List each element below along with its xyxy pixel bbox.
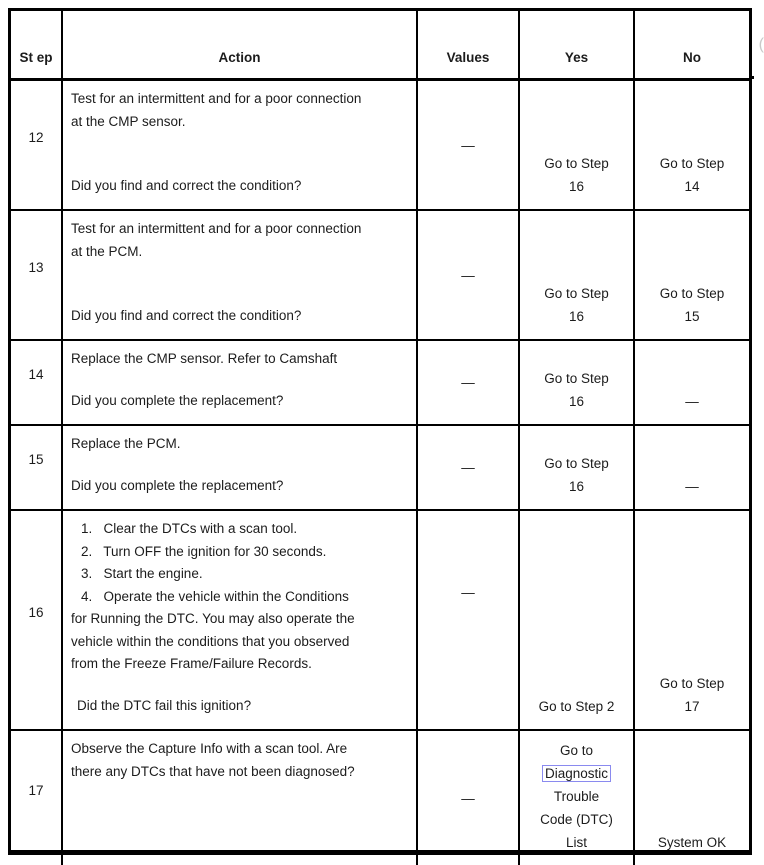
column-header-yes-label: Yes [564,50,589,65]
step-number-cell [11,341,63,424]
no-cell [635,341,749,424]
yes-cell [520,341,635,424]
values-cell [418,511,520,729]
action-line: there any DTCs that have not been diagnosed? [71,763,355,779]
action-line: at the CMP sensor. [71,113,186,129]
values-cell [418,426,520,509]
action-cell [63,426,418,509]
table-row-step-16 [11,511,749,731]
yes-goto-text: Go to Step 2 [538,699,615,714]
no-goto-step-number: 17 [684,699,700,714]
no-goto-text: Go to Step [659,676,725,691]
yes-goto-text: Go to [559,743,594,758]
step-number: 15 [28,452,44,467]
yes-goto-text: Go to Step [544,456,609,471]
no-dash: — [685,394,699,409]
yes-cell [520,731,635,865]
action-line: vehicle within the conditions that you observed [71,633,350,649]
yes-cell [520,426,635,509]
table-header-row [11,11,749,81]
table-row-step-13 [11,211,749,341]
values-dash: — [461,375,475,390]
action-cell [63,81,418,209]
table-row-step-12 [11,81,749,211]
step-number-cell [11,211,63,339]
action-cell [63,211,418,339]
yes-cell [520,81,635,209]
values-dash: — [461,790,475,806]
step-number-cell [11,81,63,209]
column-header-action-label: Action [218,50,261,65]
yes-goto-text: Trouble [553,789,600,804]
action-cell [63,341,418,424]
action-line: Replace the CMP sensor. Refer to Camshaft [71,351,338,366]
values-dash: — [461,137,475,153]
step-number-cell [11,426,63,509]
column-header-step [11,11,63,78]
no-cell [635,426,749,509]
column-header-values-label: Values [446,50,490,65]
values-cell [418,211,520,339]
values-dash: — [461,267,475,283]
action-line: Test for an intermittent and for a poor connection [71,91,362,106]
diagnostic-link-word[interactable]: Diagnostic [542,765,611,782]
clipped-character-artifact: ( [758,36,764,53]
values-cell [418,81,520,209]
table-row-step-17 [11,731,749,850]
diagnostic-trouble-code-link[interactable] [542,762,611,785]
action-text [71,738,410,783]
column-header-no-label: No [683,50,701,65]
action-question: Did you complete the replacement? [71,392,284,408]
step-number: 16 [28,604,44,620]
step-number: 17 [28,782,44,798]
values-dash: — [461,584,475,600]
action-text [71,433,410,456]
no-cell [635,511,749,729]
action-question: Did the DTC fail this ignition? [77,697,252,713]
yes-goto-text: Go to Step [544,286,609,301]
column-header-action [63,11,418,78]
yes-goto-step-number: 16 [568,309,585,324]
action-list-item: 2. Turn OFF the ignition for 30 seconds. [81,543,327,559]
action-line: Replace the PCM. [71,436,181,451]
no-goto-step-number: 14 [684,179,700,194]
action-list-item: 3. Start the engine. [81,566,203,581]
no-cell [635,731,749,865]
no-dash: — [685,479,699,494]
column-header-yes [520,11,635,78]
action-list-item: 4. Operate the vehicle within the Conditions [81,588,349,604]
action-text [71,88,410,133]
action-line: Observe the Capture Info with a scan tool. Are [71,741,348,756]
no-system-ok-text: System OK [657,835,727,850]
yes-goto-step-number: 16 [568,479,585,494]
action-list-item: 1. Clear the DTCs with a scan tool. [81,521,298,536]
step-number: 14 [28,367,44,382]
no-goto-step-number: 15 [684,309,700,324]
yes-goto-text: Go to Step [544,371,609,386]
border-overshoot-artifact [749,76,754,79]
action-text [71,518,410,676]
action-line: Test for an intermittent and for a poor connection [71,221,362,236]
yes-goto-text: List [565,835,587,850]
values-dash: — [461,460,475,475]
diagnostic-steps-table [8,8,752,855]
step-number: 13 [28,259,44,275]
yes-goto-text: Go to Step [544,156,609,171]
action-line: for Running the DTC. You may also operate the [71,611,355,626]
table-row-step-14 [11,341,749,426]
action-question: Did you find and correct the condition? [71,177,302,193]
action-line: at the PCM. [71,243,143,259]
action-cell [63,731,418,865]
step-number-cell [11,511,63,729]
yes-goto-step-number: 16 [568,179,585,194]
yes-goto-text: Code (DTC) [540,812,613,827]
column-header-no [635,11,749,78]
step-number: 12 [28,129,44,145]
no-goto-text: Go to Step [659,286,725,301]
action-cell [63,511,418,729]
action-question: Did you complete the replacement? [71,477,284,493]
column-header-values [418,11,520,78]
no-cell [635,81,749,209]
no-cell [635,211,749,339]
yes-goto-step-number: 16 [568,394,585,409]
values-cell [418,341,520,424]
values-cell [418,731,520,865]
yes-cell [520,511,635,729]
action-question: Did you find and correct the condition? [71,307,302,323]
action-text [71,348,410,371]
no-goto-text: Go to Step [659,156,725,171]
yes-cell [520,211,635,339]
action-line: from the Freeze Frame/Failure Records. [71,656,312,671]
step-number-cell [11,731,63,865]
column-header-step-label: St ep [19,50,53,65]
action-text [71,218,410,263]
table-row-step-15 [11,426,749,511]
